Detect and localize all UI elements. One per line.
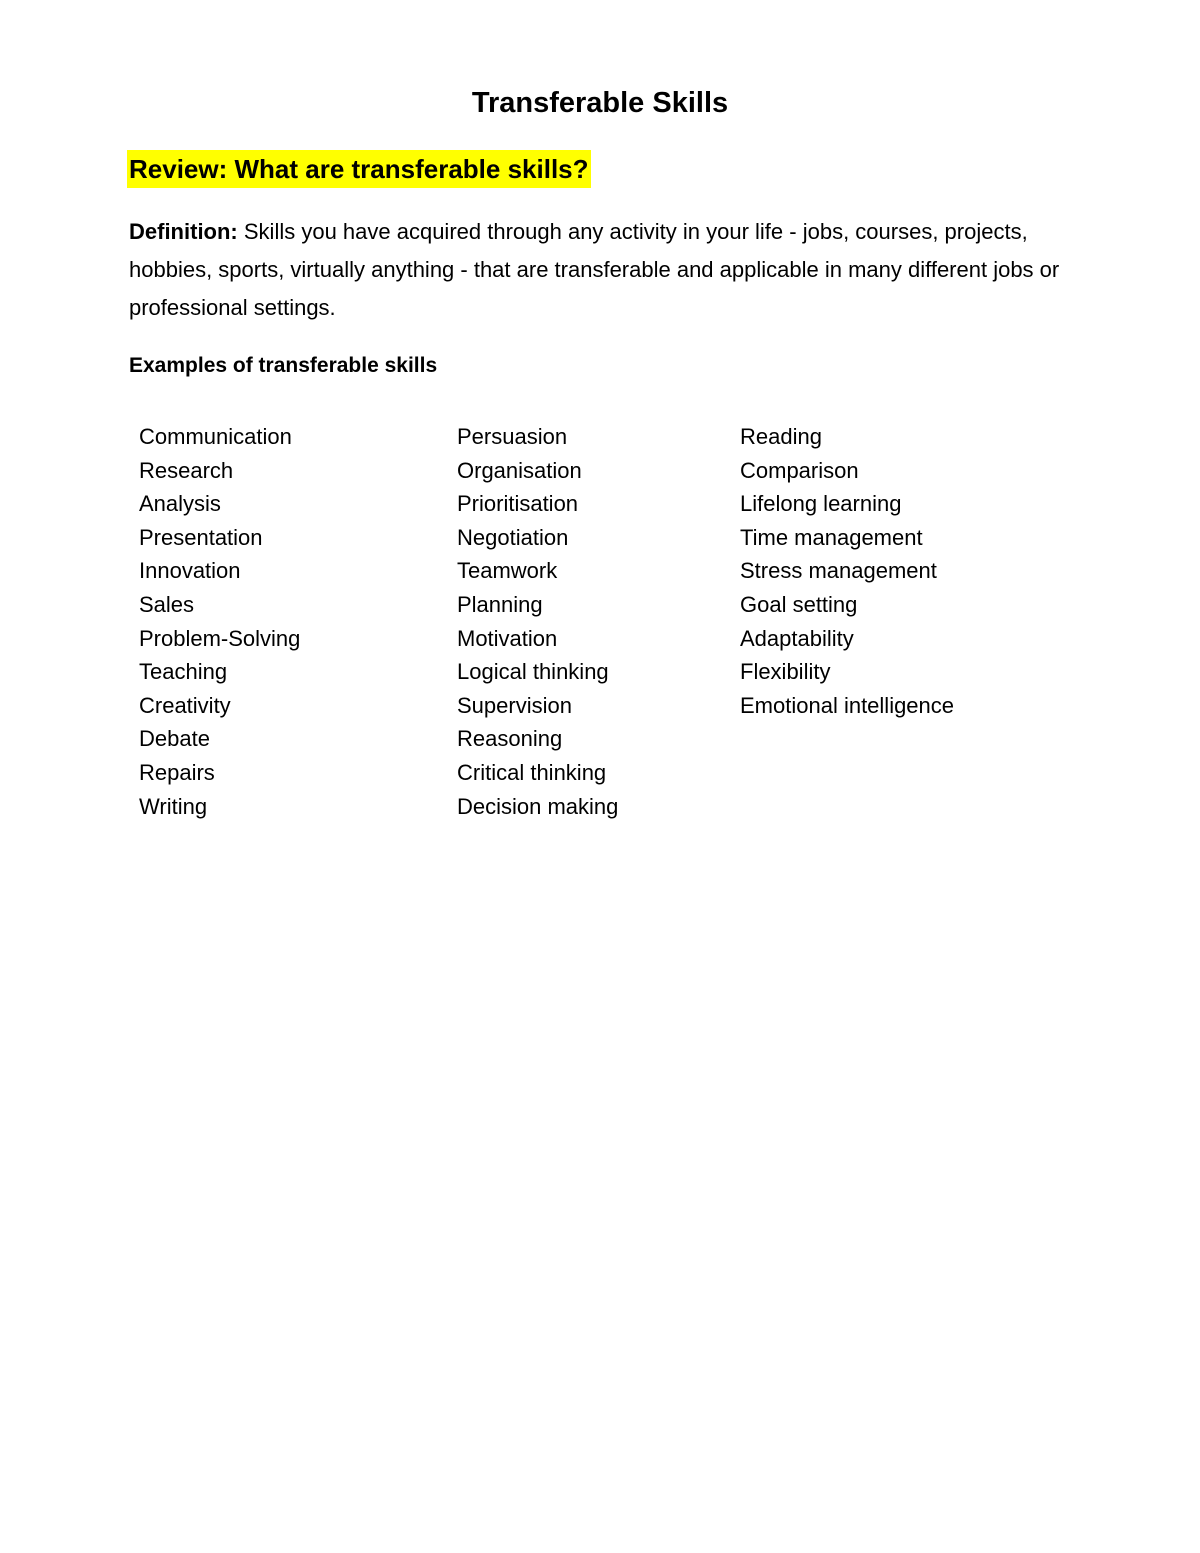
skill-item: Reasoning (457, 726, 563, 752)
skills-column-3 (740, 420, 954, 722)
skill-item: Innovation (139, 558, 241, 584)
examples-heading: Examples of transferable skills (129, 354, 438, 377)
skill-item: Repairs (139, 759, 215, 785)
skill-item: Lifelong learning (740, 491, 902, 517)
skill-item: Organisation (457, 457, 582, 483)
page-title: Transferable Skills (471, 87, 729, 119)
skill-item: Stress management (740, 558, 937, 584)
skill-item: Prioritisation (457, 491, 579, 517)
skill-item: Problem-Solving (139, 625, 301, 651)
definition-paragraph (129, 213, 1074, 327)
skill-item: Emotional intelligence (740, 692, 955, 718)
skill-item: Persuasion (457, 424, 568, 449)
skill-item: Motivation (457, 625, 558, 651)
skill-item: Teamwork (457, 558, 558, 584)
skill-item: Flexibility (740, 659, 831, 685)
skill-item: Communication (139, 424, 292, 449)
skill-item: Critical thinking (457, 759, 607, 785)
skill-item: Creativity (139, 692, 231, 718)
definition-label: Definition: (129, 219, 238, 244)
skill-item: Goal setting (740, 591, 858, 617)
skill-item: Adaptability (740, 625, 854, 651)
skill-item: Reading (740, 424, 822, 449)
skill-item: Presentation (139, 524, 263, 550)
skill-item: Negotiation (457, 524, 569, 550)
definition-text: Skills you have acquired through any activity in your life - jobs, courses, projects, hobbies, sports, virtually anything - that are transferable and applicable in many different jobs or professional settings. (129, 219, 1060, 320)
skill-item: Sales (139, 591, 195, 617)
review-heading: Review: What are transferable skills? (127, 150, 591, 188)
skill-item: Teaching (139, 659, 228, 685)
skill-item: Analysis (139, 491, 221, 517)
skill-item: Debate (139, 726, 210, 752)
skill-item: Writing (139, 793, 208, 819)
skill-item: Research (139, 457, 234, 483)
skill-item: Comparison (740, 457, 859, 483)
skills-column-1 (139, 420, 300, 823)
skill-item: Time management (740, 524, 923, 550)
skills-column-2 (457, 420, 618, 823)
skill-item: Planning (457, 591, 543, 617)
skill-item: Logical thinking (457, 659, 609, 685)
skill-item: Decision making (457, 793, 619, 819)
skill-item: Supervision (457, 692, 572, 718)
